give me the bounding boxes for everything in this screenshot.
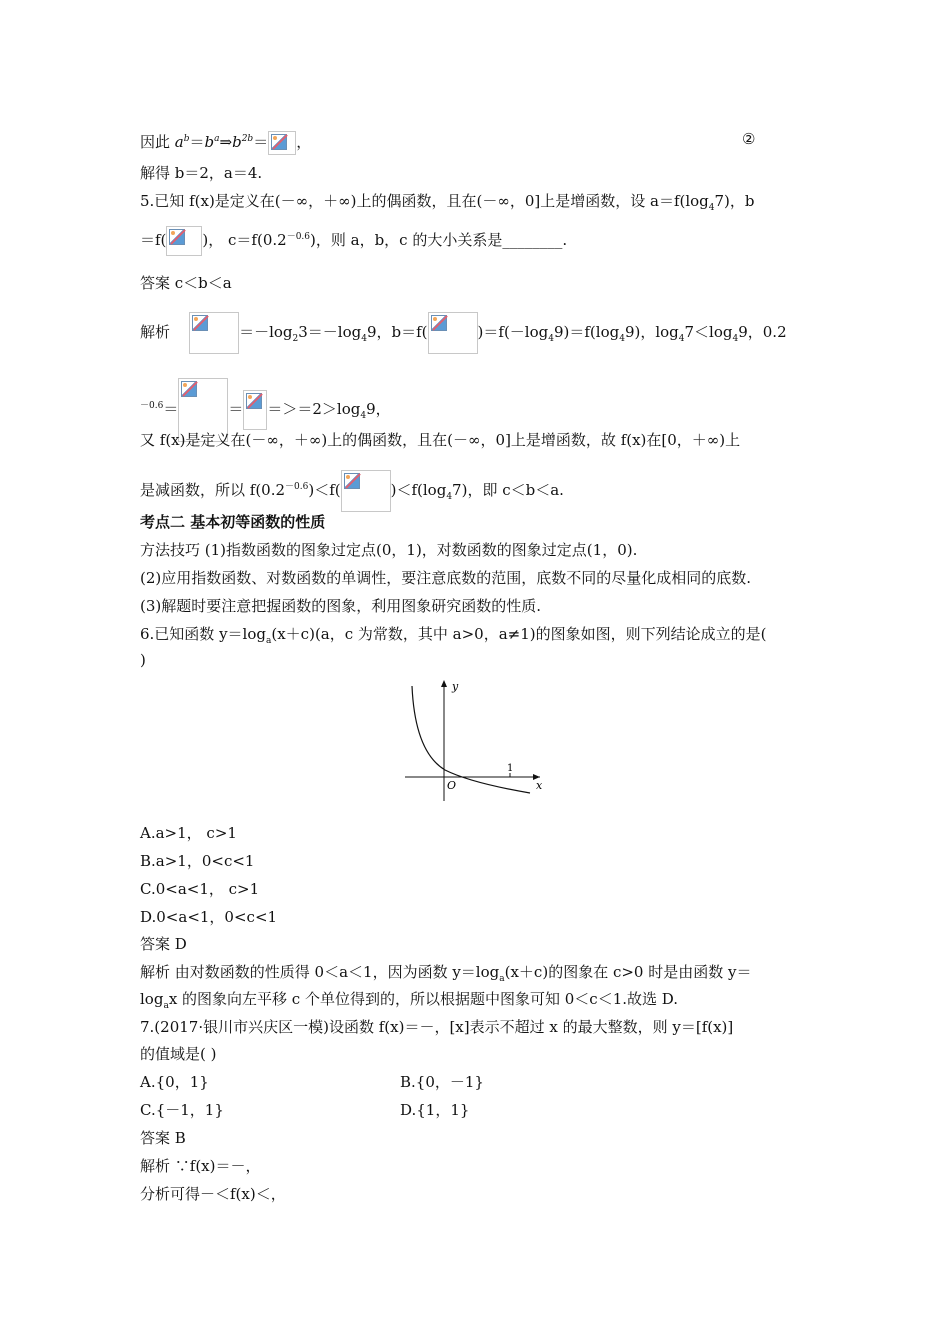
y-axis-arrow (441, 680, 447, 687)
q7-stem-line2: 的值域是( ) (140, 1045, 217, 1063)
q6-analysis-line1: 解析 由对数函数的性质得 0＜a＜1，因为函数 $y=\log_a(x+c)$的图象在 c>0 时是由函数 y＝ (140, 963, 752, 984)
method-tip-3: (3)解题时要注意把握函数的图象，利用图象研究函数的性质. (140, 597, 542, 615)
derivation-line: 因此 $a^b=b^a\Rightarrow b^{2b}=$ ， (140, 129, 311, 155)
broken-image-icon (189, 312, 239, 354)
solution-line: 解得 b＝2，a＝4. (140, 164, 263, 182)
equation-number: ② (742, 130, 756, 148)
q5-answer: 答案 c＜b＜a (140, 274, 232, 292)
q6-option-c: C.0<a<1， c>1 (140, 880, 260, 898)
q6-option-d: D.0<a<1，0<c<1 (140, 908, 278, 926)
broken-image-icon (243, 390, 267, 430)
q7-answer: 答案 B (140, 1129, 186, 1147)
broken-image-icon (166, 226, 202, 256)
log-function-graph (400, 676, 550, 806)
origin-label: O (447, 779, 457, 792)
q5-analysis-line2: $^{-0.6}$＝ ＝ $=>=2>\log_49$， (140, 378, 391, 442)
q7-option-a: A.{0，1} (140, 1073, 209, 1091)
q6-analysis-line2: $\log_ax$ 的图象向左平移 c 个单位得到的，所以根据题中图象可知 0＜c＜1.故选 D. (140, 990, 679, 1011)
q7-option-d: D.{1，1} (400, 1101, 470, 1119)
tick-label-one: 1 (507, 763, 514, 774)
q5-analysis-line3: 又 f(x)是定义在(－∞，＋∞)上的偶函数，且在(－∞，0]上是增函数，故 f(x)在[0，＋∞)上 (140, 431, 741, 449)
method-tip-1: 方法技巧 (1)指数函数的图象过定点(0，1)，对数函数的图象过定点(1，0). (140, 541, 638, 559)
q5-analysis-line4: 是减函数，所以 $f(0.2^{-0.6})<f$( )$<f(\log_47)$，即 c＜b＜a. (140, 470, 564, 512)
q6-option-a: A.a>1， c>1 (140, 824, 237, 842)
q5-analysis-line1: 解析 $=-\log_23=-\log_49$，b＝f( )$=f(-\log_49)=f(\log_49)$，$\log_47<\log_49$，0.2 (140, 312, 787, 354)
q6-stem-line2: ) (140, 651, 146, 669)
broken-image-icon (268, 131, 296, 155)
q7-stem-line1: 7.(2017·银川市兴庆区一模)设函数 f(x)＝－，[x]表示不超过 x 的最大整数，则 y＝[f(x)] (140, 1018, 734, 1036)
q6-option-b: B.a>1，0<c<1 (140, 852, 255, 870)
q7-analysis-line2: 分析可得－＜f(x)＜， (140, 1185, 286, 1203)
q6-stem-line1: 6.已知函数 $y=\log_a(x+c)(a$，c 为常数，其中 a>0，a≠1)的图象如图，则下列结论成立的是( (140, 625, 767, 646)
x-axis-label: x (536, 779, 543, 792)
y-axis-label: y (452, 680, 459, 693)
q6-answer: 答案 D (140, 935, 187, 953)
q7-option-c: C.{－1，1} (140, 1101, 224, 1119)
q5-stem-line2: ＝f( )， $c=f(0.2^{-0.6})$，则 a，b，c 的大小关系是________. (140, 226, 567, 256)
q7-analysis-line1: 解析 ∵f(x)＝－， (140, 1157, 261, 1175)
q7-option-b: B.{0，－1} (400, 1073, 484, 1091)
method-tip-2: (2)应用指数函数、对数函数的单调性，要注意底数的范围，底数不同的尽量化成相同的底数. (140, 569, 752, 587)
broken-image-icon (428, 312, 478, 354)
broken-image-icon (341, 470, 391, 512)
q5-stem-line1: 5.已知 f(x)是定义在(－∞，＋∞)上的偶函数，且在(－∞，0]上是增函数，设 $a=f(\log_47)$，b (140, 192, 755, 213)
section-heading: 考点二 基本初等函数的性质 (140, 513, 326, 531)
